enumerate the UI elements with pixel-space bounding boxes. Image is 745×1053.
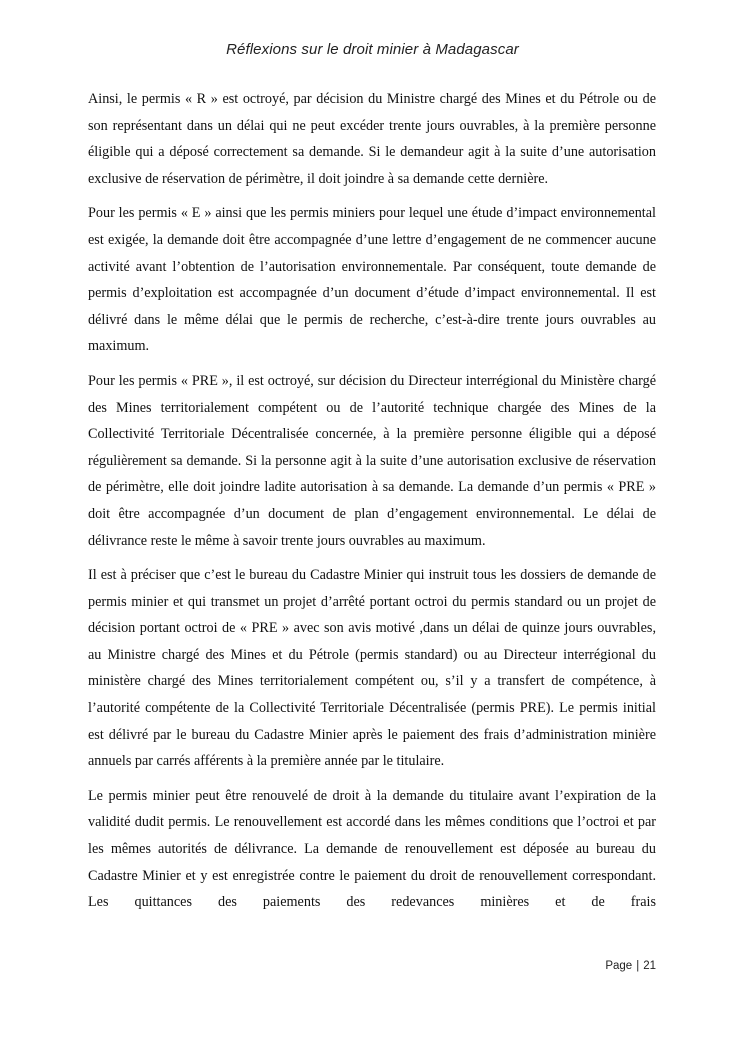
paragraph-permis-e: Pour les permis « E » ainsi que les permis miniers pour lequel une étude d’impact environnemental est exigée, la demande doit être accompagnée d’une lettre d’engagement de ne commencer aucune activité avant l’obtention de l’autorisation environnementale. Par conséquent, toute demande de permis d’exploitation est accompagnée d’un document d’étude d’impact environnemental. Il est délivré dans le même délai que le permis de recherche, c’est-à-dire trente jours ouvrables au maximum.	[88, 205, 656, 355]
page-number: 21	[643, 960, 656, 972]
paragraph-permis-r: Ainsi, le permis « R » est octroyé, par décision du Ministre chargé des Mines et du Pétrole ou de son représentant dans un délai qui ne peut excéder trente jours ouvrables, à la première personne éligible qui a déposé correctement sa demande. Si le demandeur agit à la suite d’une autorisation exclusive de réservation de périmètre, il doit joindre à sa demande cette dernière.	[88, 91, 656, 187]
running-header: Réflexions sur le droit minier à Madagascar	[226, 41, 519, 58]
paragraph-renouvellement: Le permis minier peut être renouvelé de droit à la demande du titulaire avant l’expiration de la validité dudit permis. Le renouvellement est accordé dans les mêmes conditions que l’octroi et par les mêmes autorités de délivrance. La demande de renouvellement est déposée au bureau du Cadastre Minier et y est enregistrée contre le paiement du droit de renouvellement correspondant. Les quittances des paiements des redevances minières et de frais	[88, 787, 656, 911]
page-footer	[605, 960, 656, 972]
page-separator: |	[636, 960, 640, 972]
paragraph-cadastre-minier: Il est à préciser que c’est le bureau du Cadastre Minier qui instruit tous les dossiers de demande de permis minier et qui transmet un projet d’arrêté portant octroi du permis standard ou un projet de décision portant octroi de « PRE » avec son avis motivé ,dans un délai de quinze jours ouvrables, au Ministre chargé des Mines et du Pétrole (permis standard) ou au Directeur interrégional du ministère chargé des Mines territorialement compétent ou, s’il y a transfert de compétence, à l’autorité compétente de la Collectivité Territoriale Décentralisée (permis PRE). Le permis initial est délivré par le bureau du Cadastre Minier après le paiement des frais d’administration minière annuels par carrés afférents à la première année par le titulaire.	[88, 567, 656, 770]
paragraph-permis-pre: Pour les permis « PRE », il est octroyé, sur décision du Directeur interrégional du Ministère chargé des Mines territorialement compétent ou de l’autorité technique chargée des Mines de la Collectivité Territoriale Décentralisée concernée, à la première personne éligible qui a déposé régulièrement sa demande. Si la personne agit à la suite d’une autorisation exclusive de réservation de périmètre, elle doit joindre ladite autorisation à sa demande. La demande d’un permis « PRE » doit être accompagnée d’un document de plan d’engagement environnemental. Le délai de délivrance reste le même à savoir trente jours ouvrables au maximum.	[88, 372, 656, 549]
page-label: Page	[605, 960, 633, 972]
body-text	[88, 86, 656, 924]
